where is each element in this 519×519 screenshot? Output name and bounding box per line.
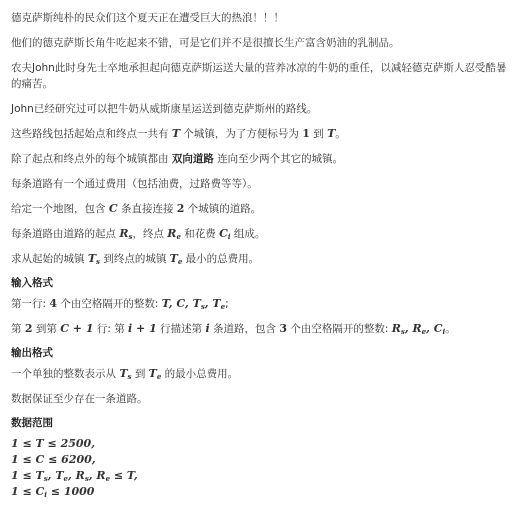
math-symbol: ≤ T, xyxy=(110,469,138,482)
math-expression: i + 1 xyxy=(128,322,157,335)
text-fragment: 的最小总费用。 xyxy=(161,368,239,380)
text-fragment: 求从起始的城镇 xyxy=(11,253,88,265)
math-symbol: T xyxy=(119,367,128,380)
intro-paragraph-2: 他们的德克萨斯长角牛吃起来不错，可是它们并不是很擅长生产富含奶油的乳制品。 xyxy=(11,37,400,49)
text-fragment: 个由空格隔开的整数: xyxy=(57,298,162,310)
text-fragment: 个城镇，为了方便标号为 xyxy=(180,128,303,140)
text-fragment: ，终点 xyxy=(132,228,168,240)
math-symbol: , R xyxy=(68,469,85,482)
input-format-heading: 输入格式 xyxy=(11,277,53,289)
text-fragment: 除了起点和终点外的每个城镇都由 xyxy=(11,153,172,165)
bold-phrase: 双向道路 xyxy=(171,153,214,165)
math-symbol: ≤ 1000 xyxy=(46,485,95,498)
math-symbol: 1 ≤ C xyxy=(11,485,45,498)
math-subscript: s xyxy=(400,327,405,336)
math-var-Re xyxy=(167,227,181,240)
output-format-line-1 xyxy=(11,366,509,382)
range-line-3 xyxy=(11,468,509,484)
input-format-line-2 xyxy=(11,321,509,337)
math-var-T: T xyxy=(171,127,181,140)
range-line-4 xyxy=(11,484,509,500)
math-symbol: 1 ≤ T xyxy=(11,469,44,482)
math-subscript: e xyxy=(63,474,68,483)
math-symbol: , R xyxy=(404,322,422,335)
math-subscript: s xyxy=(200,302,205,311)
math-var-i: i xyxy=(205,322,210,335)
output-format-heading: 输出格式 xyxy=(11,347,53,359)
math-subscript: s xyxy=(96,257,100,266)
math-subscript: i xyxy=(44,490,47,499)
intro-paragraph-4: John已经研究过可以把牛奶从威斯康星运送到德克萨斯州的路线。 xyxy=(11,103,318,115)
text-fragment: 行: 第 xyxy=(93,323,129,335)
math-symbol: R xyxy=(167,227,177,240)
math-var-Te xyxy=(170,252,183,265)
math-var-T: T xyxy=(327,127,336,140)
input-format-line-1 xyxy=(11,296,509,312)
math-symbol: , R xyxy=(88,469,106,482)
math-subscript: i xyxy=(227,232,231,241)
range-line-1: 1 ≤ T ≤ 2500, xyxy=(11,437,96,450)
text-fragment: 到 xyxy=(309,128,328,140)
math-expression: C + 1 xyxy=(60,322,94,335)
text-fragment: 行描述第 xyxy=(156,323,206,335)
text-fragment: 。 xyxy=(335,128,346,140)
math-subscript: s xyxy=(127,372,132,381)
intro-paragraph-3: 农夫John此时身先士卒地承担起向德克萨斯运送大量的营养冰凉的牛奶的重任，以减轻德克萨斯人忍受酷暑的痛苦。 xyxy=(11,62,507,90)
math-expression xyxy=(392,322,445,335)
text-fragment: 个城镇的道路。 xyxy=(184,203,262,215)
math-number: 1 xyxy=(302,127,310,140)
math-var-Te xyxy=(149,367,162,380)
math-symbol: , C xyxy=(426,322,443,335)
math-subscript: s xyxy=(43,474,48,483)
text-fragment: 条直接连接 xyxy=(117,203,177,215)
text-fragment: 连向至少两个其它的城镇。 xyxy=(213,153,344,165)
math-subscript: e xyxy=(220,302,226,311)
math-var-Rs xyxy=(119,227,132,240)
math-number: 2 xyxy=(24,322,33,335)
intro-paragraph-1: 德克萨斯纯朴的民众们这个夏天正在遭受巨大的热浪！！！ xyxy=(11,12,284,24)
math-subscript: i xyxy=(442,327,446,336)
math-subscript: e xyxy=(421,327,427,336)
text-fragment: 一个单独的整数表示从 xyxy=(11,368,120,380)
text-fragment: 每条道路由道路的起点 xyxy=(11,228,120,240)
text-fragment: 给定一个地图，包含 xyxy=(11,203,109,215)
intro-paragraph-7: 每条道路有一个通过费用（包括油费，过路费等等）。 xyxy=(11,178,258,190)
math-number: 4 xyxy=(49,297,58,310)
math-symbol: R xyxy=(119,227,129,240)
text-fragment: 到第 xyxy=(32,323,61,335)
intro-paragraph-6 xyxy=(11,151,509,167)
intro-paragraph-5 xyxy=(11,126,509,142)
data-range-list xyxy=(11,436,509,500)
text-fragment: 最小的总费用。 xyxy=(182,253,260,265)
text-fragment: 第 xyxy=(11,323,25,335)
math-symbol: T xyxy=(148,367,157,380)
math-var-Ts xyxy=(119,367,131,380)
math-symbol: C xyxy=(219,227,228,240)
intro-paragraph-10 xyxy=(11,251,509,267)
text-fragment: 和花费 xyxy=(180,228,220,240)
text-fragment: 到 xyxy=(131,368,149,380)
text-fragment: 到终点的城镇 xyxy=(99,253,170,265)
math-subscript: e xyxy=(156,372,162,381)
range-line-2: 1 ≤ C ≤ 6200, xyxy=(11,453,96,466)
math-symbol: , T xyxy=(47,469,64,482)
math-var-Ts xyxy=(88,252,100,265)
math-var-Ci xyxy=(219,227,230,240)
math-symbol: R xyxy=(391,322,401,335)
math-symbol: T xyxy=(87,252,97,265)
math-subscript: s xyxy=(84,474,89,483)
text-fragment: 个由空格隔开的整数: xyxy=(286,323,392,335)
text-fragment: 这些路线包括起始点和终点一共有 xyxy=(11,128,172,140)
math-symbol: T xyxy=(169,252,178,265)
text-fragment: 。 xyxy=(445,323,456,335)
math-number: 2 xyxy=(176,202,185,215)
text-fragment: 条道路，包含 xyxy=(209,323,280,335)
intro-paragraph-8 xyxy=(11,201,509,217)
math-symbol: , T xyxy=(204,297,221,310)
math-number: 3 xyxy=(279,322,287,335)
output-format-line-2: 数据保证至少存在一条道路。 xyxy=(11,393,148,405)
math-symbol: T, C, T xyxy=(161,297,201,310)
math-var-C: C xyxy=(108,202,118,215)
math-subscript: e xyxy=(177,257,183,266)
text-fragment: 组成。 xyxy=(230,228,266,240)
intro-paragraph-9 xyxy=(11,226,509,242)
text-fragment: 第一行: xyxy=(11,298,50,310)
math-subscript: e xyxy=(176,232,181,241)
math-expression xyxy=(162,297,225,310)
math-subscript: e xyxy=(105,474,111,483)
math-subscript: s xyxy=(128,232,133,241)
text-fragment: ; xyxy=(225,298,229,310)
data-range-heading: 数据范围 xyxy=(11,417,53,429)
